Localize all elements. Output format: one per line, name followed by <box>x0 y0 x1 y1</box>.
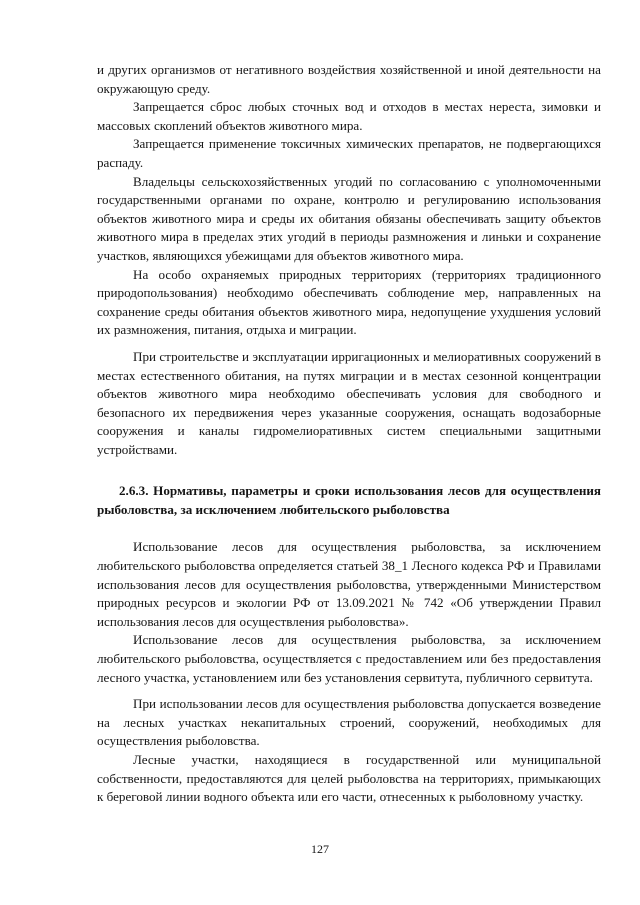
paragraph-toxic-ban: Запрещается применение токсичных химических препаратов, не подвергающихся распаду. <box>97 136 601 170</box>
paragraph-fishing-plots: Лесные участки, находящиеся в государственной или муниципальной собственности, предоставляются для целей рыболовства на территориях, примыкающих к береговой линии водного объекта или его части, отнесенных к рыболовному участку. <box>97 752 601 805</box>
page-content <box>97 61 601 807</box>
paragraph-fishing-land-use: Использование лесов для осуществления рыболовства, за исключением любительского рыболовства, осуществляется с предоставлением или без предоставления лесного участка, установлением или без установления сервитута, публичного сервитута. <box>97 632 601 685</box>
paragraph-irrigation: При строительстве и эксплуатации ирригационных и мелиоративных сооружений в местах естественного обитания, на путях миграции и в местах сезонной концентрации объектов животного мира необходимо обеспечивать условия для свободного и безопасного их передвижения через указанные сооружения, оснащать водозаборные сооружения и каналы гидромелиоративных систем специальными защитными устройствами. <box>97 348 601 457</box>
paragraph-fishing-legal-basis: Использование лесов для осуществления рыболовства, за исключением любительского рыболовства определяется статьей 38_1 Лесного кодекса РФ и Правилами использования лесов для осуществления рыболовства, утвержденными Министерством природных ресурсов и экологии РФ от 13.09.2021 № 742 «Об утверждении Правил использования лесов для осуществления рыболовства». <box>97 539 601 629</box>
paragraph-continuation: и других организмов от негативного воздействия хозяйственной и иной деятельности на окружающую среду. <box>97 62 601 96</box>
section-heading: 2.6.3. Нормативы, параметры и сроки использования лесов для осуществления рыболовства, за исключением любительского рыболовства <box>97 483 601 518</box>
page-number: 127 <box>311 842 329 856</box>
paragraph-fishing-structures: При использовании лесов для осуществления рыболовства допускается возведение на лесных участках некапитальных строений, сооружений, необходимых для осуществления рыболовства. <box>97 696 601 749</box>
paragraph-protected-areas: На особо охраняемых природных территориях (территориях традиционного природопользования) необходимо обеспечивать соблюдение мер, направленных на сохранение среды обитания объектов животного мира, недопущение ухудшения условий их размножения, питания, отдыха и миграции. <box>97 266 601 338</box>
paragraph-landowners: Владельцы сельскохозяйственных угодий по согласованию с уполномоченными государственными органами по охране, контролю и регулированию использования объектов животного мира и среды их обитания обязаны обеспечивать защиту объектов животного мира в пределах этих угодий в периоды размножения и линьки и сохранение участков, являющихся убежищами для объектов животного мира. <box>97 173 601 263</box>
paragraph-discharge-ban: Запрещается сброс любых сточных вод и отходов в местах нереста, зимовки и массовых скоплений объектов животного мира. <box>97 99 601 133</box>
